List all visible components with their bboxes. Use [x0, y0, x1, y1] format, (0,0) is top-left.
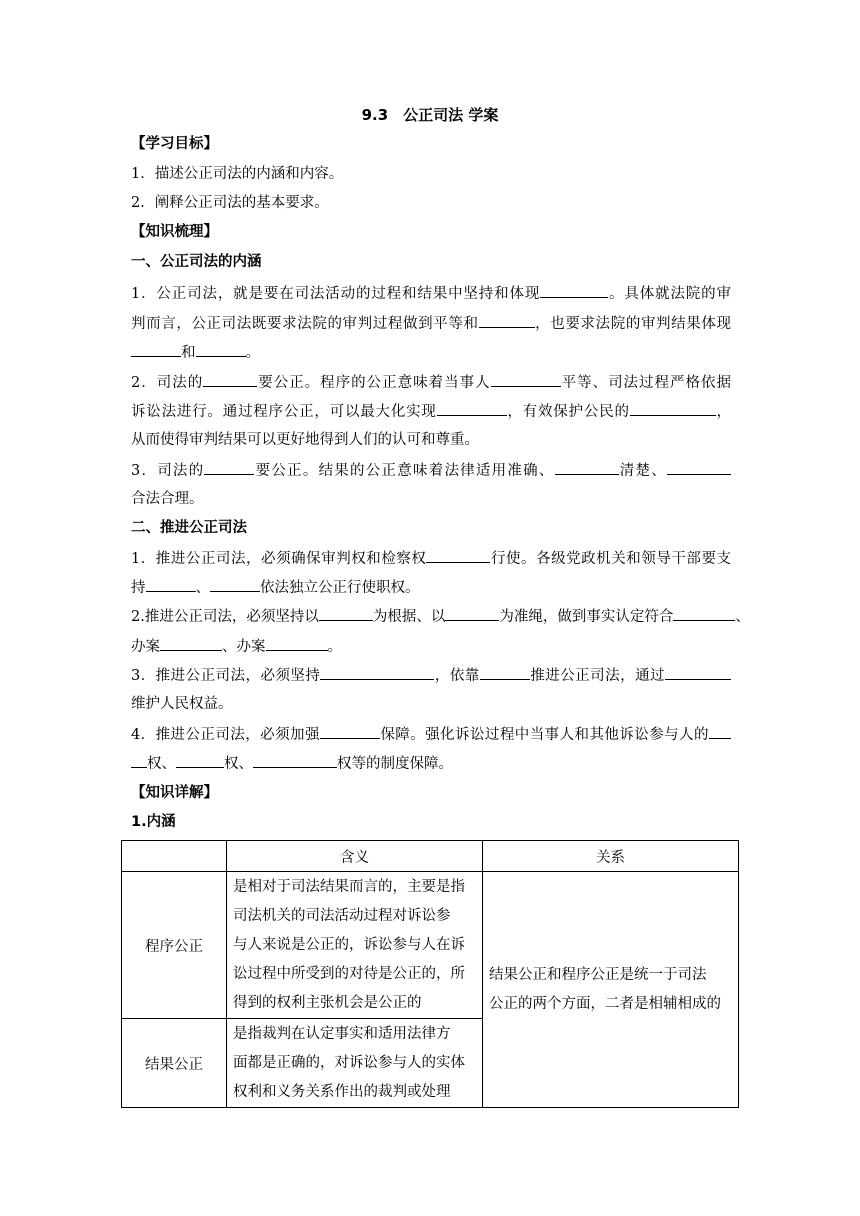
fill-blank[interactable]	[479, 313, 535, 328]
p2-line-2: 诉讼法进行。通过程序公正，可以最大化实现 ，有效保护公民的 ，	[131, 401, 731, 422]
part1-heading: 一、公正司法的内涵	[131, 254, 262, 270]
fill-blank[interactable]	[253, 753, 337, 768]
part2-heading: 二、推进公正司法	[131, 520, 247, 536]
fill-blank[interactable]	[176, 753, 224, 768]
fill-blank[interactable]	[320, 724, 380, 739]
fill-blank[interactable]	[445, 606, 499, 621]
q3-line-1: 3．推进公正司法，必须坚持 ，依靠 推进公正司法，通过	[131, 665, 731, 686]
fill-blank[interactable]	[210, 577, 260, 592]
p2-line-1: 2．司法的 要公正。程序的公正意味着当事人 平等、司法过程严格依据	[131, 372, 731, 393]
fill-blank[interactable]	[709, 724, 731, 739]
row-meaning-procedural: 是相对于司法结果而言的，主要是指 司法机关的司法活动过程对诉讼参 与人来说是公正的，诉讼参与人在诉 讼过程中所受到的对待是公正的，所 得到的权利主张机会是公正的	[227, 872, 483, 1019]
table-header-cell	[122, 841, 227, 872]
page-title: 9.3 公正司法 学案	[361, 106, 499, 124]
row-meaning-result: 是指裁判在认定事实和适用法律方 面都是正确的，对诉讼参与人的实体 权利和义务关系作出的裁判或处理	[227, 1019, 483, 1108]
fill-blank[interactable]	[480, 665, 530, 680]
p1-line-3: 和 。	[131, 342, 731, 363]
fill-blank[interactable]	[131, 753, 147, 768]
review-heading: 【知识梳理】	[131, 224, 218, 240]
q1-line-2: 持 、 依法独立公正行使职权。	[131, 577, 731, 598]
fill-blank[interactable]	[630, 401, 716, 416]
fill-blank[interactable]	[673, 606, 735, 621]
fill-blank[interactable]	[319, 606, 373, 621]
objectives-heading: 【学习目标】	[131, 136, 218, 152]
objective-item-1: 1．描述公正司法的内涵和内容。	[131, 166, 344, 182]
row-label-result: 结果公正	[122, 1019, 227, 1108]
q1-line-1: 1．推进公正司法，必须确保审判权和检察权 行使。各级党政机关和领导干部要支	[131, 548, 731, 569]
connotation-table	[121, 840, 739, 1108]
p1-line-1: 1．公正司法，就是要在司法活动的过程和结果中坚持和体现 。具体就法院的审	[131, 283, 731, 304]
table-header-row	[122, 841, 739, 872]
objective-item-2: 2．阐释公正司法的基本要求。	[131, 195, 329, 211]
detail-subheading: 1.内涵	[131, 814, 176, 830]
p3-line-1: 3．司法的 要公正。结果的公正意味着法律适用准确、 清楚、	[131, 460, 731, 481]
fill-blank[interactable]	[540, 283, 608, 298]
q2-line-2: 办案 、办案 。	[131, 636, 731, 657]
q4-line-1: 4．推进公正司法，必须加强 保障。强化诉讼过程中当事人和其他诉讼参与人的	[131, 724, 731, 745]
row-label-procedural: 程序公正	[122, 872, 227, 1019]
fill-blank[interactable]	[665, 665, 731, 680]
fill-blank[interactable]	[204, 460, 254, 475]
q3-line-2: 维护人民权益。	[131, 696, 233, 712]
fill-blank[interactable]	[667, 460, 731, 475]
q2-line-1: 2.推进公正司法，必须坚持以 为根据、以 为准绳，做到事实认定符合 、	[131, 606, 731, 627]
table-header-cell: 含义	[227, 841, 483, 872]
fill-blank[interactable]	[555, 460, 619, 475]
p2-line-3: 从而使得审判结果可以更好地得到人们的认可和尊重。	[131, 432, 479, 448]
p3-line-2: 合法合理。	[131, 491, 204, 507]
fill-blank[interactable]	[196, 342, 246, 357]
p1-line-2: 判而言，公正司法既要求法院的审判过程做到平等和 ，也要求法院的审判结果体现	[131, 313, 731, 334]
q4-line-2: 权、 权、 权等的制度保障。	[131, 753, 731, 774]
fill-blank[interactable]	[491, 372, 561, 387]
fill-blank[interactable]	[131, 342, 181, 357]
fill-blank[interactable]	[320, 665, 434, 680]
relation-cell: 结果公正和程序公正是统一于司法 公正的两个方面，二者是相辅相成的	[483, 872, 739, 1108]
table-row	[122, 872, 739, 1019]
table-header-cell: 关系	[483, 841, 739, 872]
fill-blank[interactable]	[146, 577, 196, 592]
fill-blank[interactable]	[266, 636, 328, 651]
fill-blank[interactable]	[426, 548, 490, 563]
detail-heading: 【知识详解】	[131, 785, 218, 801]
fill-blank[interactable]	[437, 401, 507, 416]
fill-blank[interactable]	[160, 636, 222, 651]
fill-blank[interactable]	[203, 372, 257, 387]
